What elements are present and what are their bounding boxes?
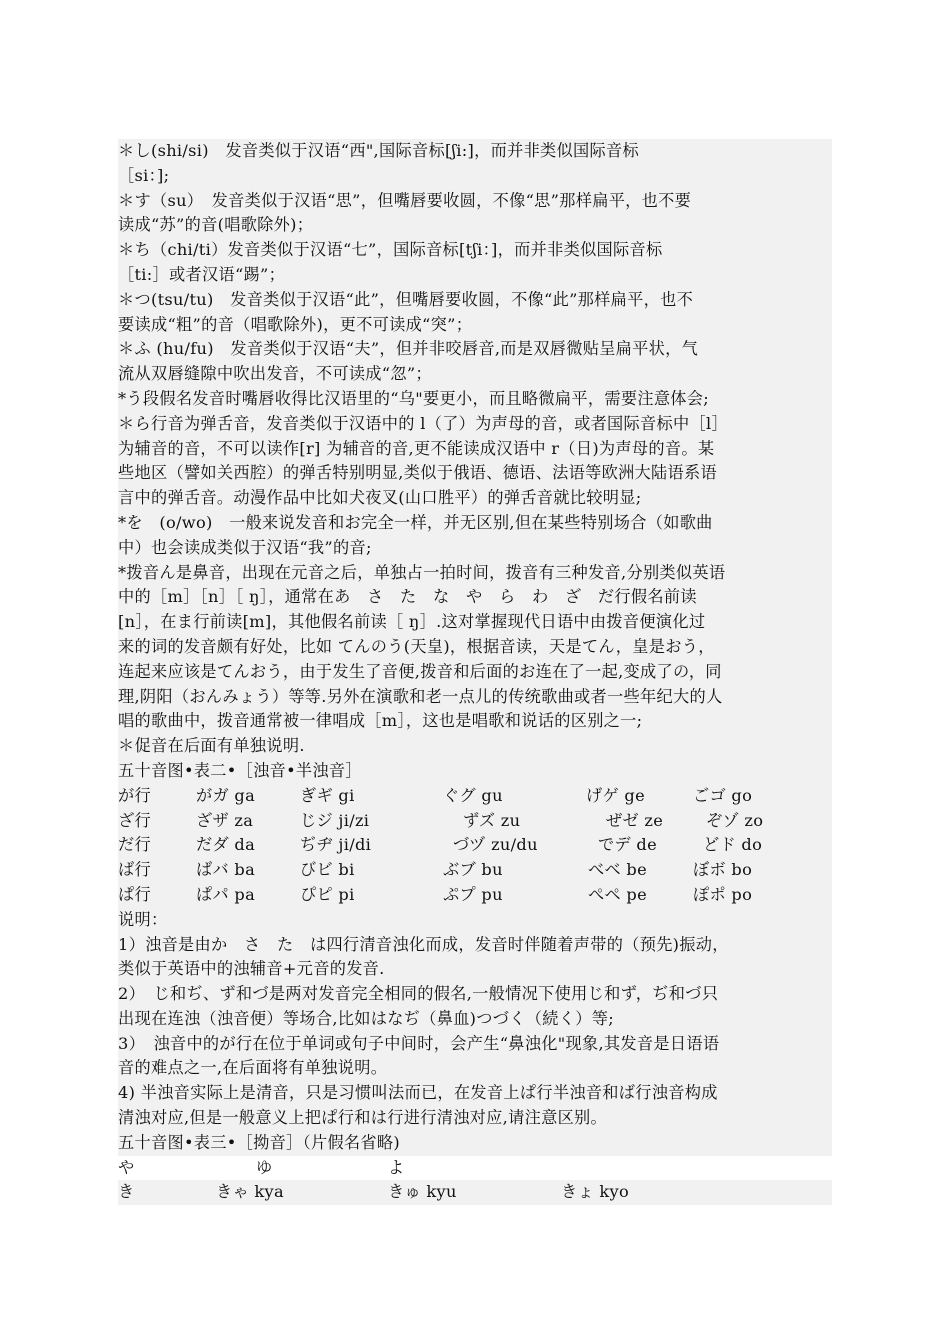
table-cell: ば行 [118,860,151,880]
table-cell: ゆ [256,1157,273,1177]
text-line: ＊促音在后面有单独说明. [118,734,832,759]
table-cell: でデ de [598,835,657,855]
text-line: 些地区（譬如关西腔）的弹舌特别明显,类似于俄语、德语、法语等欧洲大陆语系语 [118,461,832,486]
text-line: 读成“苏”的音(唱歌除外)； [118,213,832,238]
text-line: ＊ち（chi/ti）发音类似于汉语“七”，国际音标[tʃi：]，而并非类似国际音标 [118,238,832,263]
table-cell: どド do [703,835,763,855]
text-line: 清浊对应,但是一般意义上把ぱ行和は行进行清浊对应,请注意区别。 [118,1106,832,1131]
table-cell: きゅ kyu [388,1182,457,1202]
text-line: ［ti:］或者汉语“踢”； [118,263,832,288]
section-heading: 五十音图•表二•［浊音•半浊音］ [118,759,832,784]
table-row [118,883,832,908]
table-cell: ぼボ bo [693,860,753,880]
text-line: 3） 浊音中的が行在位于单词或句子中间时，会产生“鼻浊化"现象,其发音是日语语 [118,1032,832,1057]
text-line: 类似于英语中的浊辅音+元音的发音. [118,957,832,982]
table-cell: ばバ ba [196,860,256,880]
table-row [118,1180,832,1205]
table-cell: ぶブ bu [443,860,503,880]
table-cell: ごゴ go [693,785,753,805]
table-cell: ぐグ gu [443,785,503,805]
text-line: *う段假名发音时嘴唇收得比汉语里的“乌"要更小，而且略微扁平，需要注意体会; [118,387,832,412]
table-cell: だダ da [196,835,256,855]
text-line: 言中的弹舌音。动漫作品中比如犬夜叉(山口胜平）的弹舌音就比较明显; [118,486,832,511]
text-line: ＊し(shi/si) 发音类似于汉语“西",国际音标[ʃi:]，而并非类似国际音标 [118,139,832,164]
text-line: 中的［m］［n］［ ŋ］，通常在あ さ た な や ら わ ざ だ行假名前读 [118,585,832,610]
text-line: 1）浊音是由か さ た は四行清音浊化而成，发音时伴随着声带的（预先)振动， [118,933,832,958]
notes [118,908,832,1156]
table-cell: ざ行 [118,810,151,830]
text-line: 连起来应该是てんおう，由于发生了音便,拨音和后面的お连在了一起,变成了の，同 [118,660,832,685]
table-cell: ぞゾ zo [706,810,764,830]
text-line: 说明： [118,908,832,933]
text-line: 4) 半浊音实际上是清音，只是习惯叫法而已，在发音上ぱ行半浊音和ば行浊音构成 [118,1081,832,1106]
table-cell: ぢヂ ji/di [300,835,372,855]
table-cell: よ [388,1157,405,1177]
text-line: ＊ら行音为弹舌音，发音类似于汉语中的 l（了）为声母的音，或者国际音标中［l］ [118,412,832,437]
table-cell: がガ ga [196,785,256,805]
table-row [118,858,832,883]
table-cell: ざザ za [196,810,254,830]
document-page [118,139,832,1205]
text-line: 来的词的发音颇有好处，比如 てんのう(天皇)，根据音读，天是てん，皇是おう， [118,635,832,660]
text-line: ＊つ(tsu/tu) 发音类似于汉语“此”，但嘴唇要收圆，不像“此”那样扁平，也不 [118,288,832,313]
table-cell: べベ be [588,860,647,880]
text-line: *拨音ん是鼻音，出现在元音之后，单独占一拍时间，拨音有三种发音,分别类似英语 [118,561,832,586]
text-line: [n］，在ま行前读[m]，其他假名前读［ ŋ］.这对掌握现代日语中由拨音便演化过 [118,610,832,635]
table-cell: ぴピ pi [300,884,355,904]
table-row [118,809,832,834]
text-line: 中）也会读成类似于汉语“我”的音; [118,536,832,561]
text-line: 唱的歌曲中，拨音通常被一律唱成［m］，这也是唱歌和说话的区别之一; [118,709,832,734]
table-cell: びビ bi [300,860,355,880]
text-line: ＊す（su） 发音类似于汉语“思”，但嘴唇要收圆，不像“思”那样扁平，也不要 [118,189,832,214]
voiced-sounds-table [118,784,832,908]
table-cell: ぺペ pe [588,884,647,904]
text-line: 出现在连浊（浊音便）等场合,比如はなぢ（鼻血)つづく（続く）等; [118,1007,832,1032]
table-cell: ぱパ pa [196,884,256,904]
table-cell: づヅ zu/du [453,835,538,855]
table-cell: ぱ行 [118,884,151,904]
table-row [118,784,832,809]
text-line: *を (o/wo) 一般来说发音和お完全一样，并无区别,但在某些特别场合（如歌曲 [118,511,832,536]
section-heading: 五十音图•表三•［拗音］（片假名省略) [118,1131,832,1156]
text-line: 为辅音的音，不可以读作[r] 为辅音的音,更不能读成汉语中 r（日)为声母的音。某 [118,437,832,462]
table-cell: だ行 [118,835,151,855]
body-text [118,139,832,784]
table-row [118,833,832,858]
table-cell: ぜゼ ze [606,810,664,830]
text-line: 2） じ和ぢ、ず和づ是两对发音完全相同的假名,一般情况下使用じ和ず，ぢ和づ只 [118,982,832,1007]
table-cell: きょ kyo [561,1182,630,1202]
table-cell: ぽポ po [693,884,753,904]
text-line: 理,阴阳（おんみょう）等等.另外在演歌和老一点儿的传统歌曲或者一些年纪大的人 [118,685,832,710]
text-line: ＊ふ (hu/fu) 发音类似于汉语“夫”，但并非咬唇音,而是双唇微贴呈扁平状，气 [118,337,832,362]
table-cell: や [118,1157,135,1177]
text-line: 音的难点之一,在后面将有单独说明。 [118,1056,832,1081]
table-row [118,1156,832,1181]
table-cell: ずズ zu [463,810,521,830]
text-line: 流从双唇缝隙中吹出发音，不可读成“忽”； [118,362,832,387]
table-cell: じジ ji/zi [300,810,370,830]
text-line: 要读成“粗”的音（唱歌除外)，更不可读成“突”； [118,313,832,338]
text-line: ［si：]; [118,164,832,189]
table-cell: きゃ kya [216,1182,284,1202]
table-cell: げゲ ge [586,785,645,805]
table-cell: ぎギ gi [300,785,355,805]
table-cell: が行 [118,785,151,805]
table-cell: ぷプ pu [443,884,503,904]
contracted-sounds-table [118,1156,832,1206]
table-cell: き [118,1182,135,1202]
